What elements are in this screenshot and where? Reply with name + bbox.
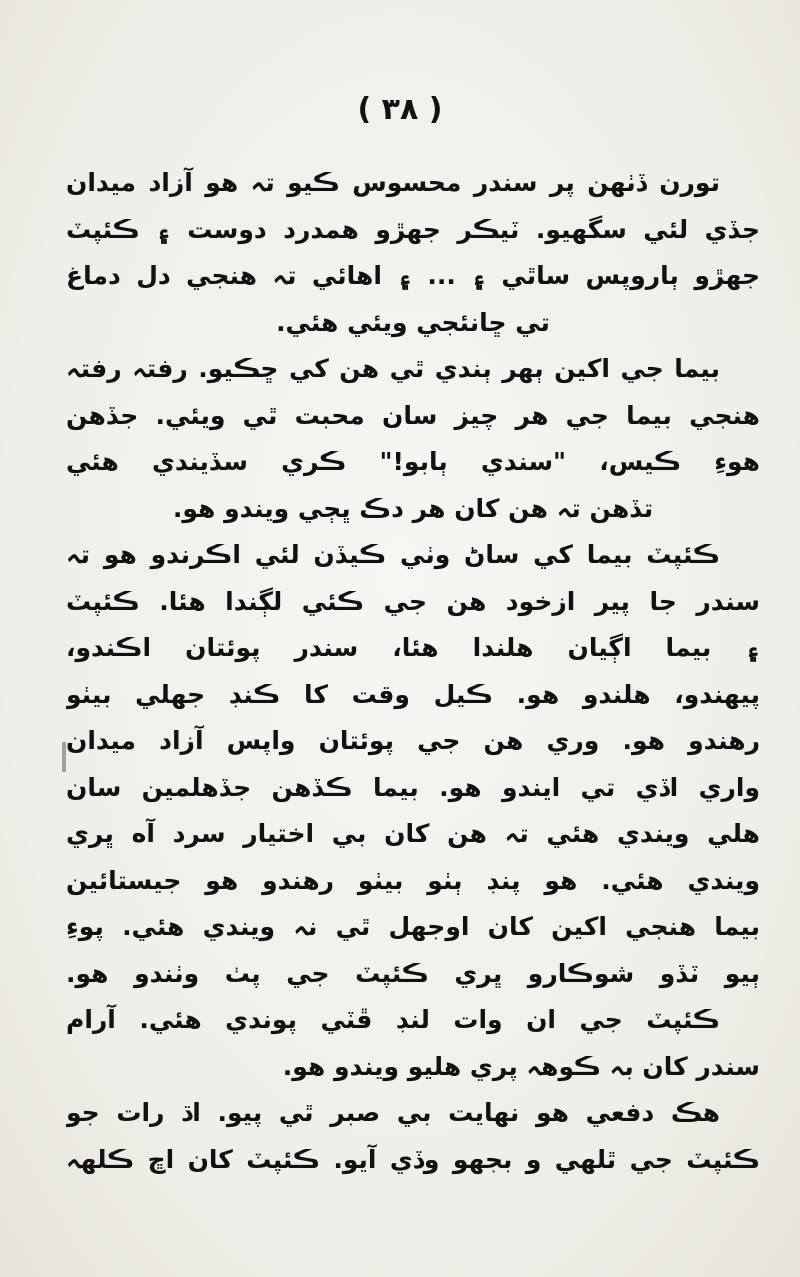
text-line: ڪئپٽ جي ٿلهي و بجهو وڏي آيو. ڪئپٽ کان اڇ ڪلهہ (66, 1144, 760, 1174)
text-line: ويندي هئي. هو پنڊ ٻٺو بيٺو رهندو هو جيستائين (66, 865, 760, 895)
text-line: ڪئپٽ جي ان وات لنڊ ڦٽي پوندي هئي. آرام (66, 1005, 720, 1034)
text-line: جهڙو ٻاروپس ساٿي ۽ ... ۽ اهائي تہ هنجي دل دماغ (66, 261, 760, 290)
text-line: ٻيو ٽڏو شوڪارو ڀري ڪئپٽ جي پٺ وٺندو هو. (66, 958, 760, 988)
text-line: هنجي بيما جي هر چيز سان محبت ٿي ويئي. جڏهن (66, 400, 760, 430)
text-line: سندر جا پير ازخود هن جي ڪئي لڳندا هئا. ڪئپٽ (66, 586, 760, 616)
text-line: هڪ دفعي هو نهايت بي صبر ٿي پيو. اڌ رات جو (66, 1098, 720, 1127)
body-text (66, 160, 760, 1183)
text-line: پيهندو، هلندو هو. ڪيل وقت کا ڪنڊ جهلي بيٺو (66, 679, 760, 709)
text-line: تورن ڏٺهن پر سندر محسوس ڪيو تہ هو آزاد ميدان (66, 168, 720, 197)
text-line: سندر کان بہ ڪوهہ پري هليو ويندو هو. (282, 1051, 760, 1081)
text-line: هلي ويندي هئي تہ هن کان بي اختيار سرد آه ڀري (66, 819, 760, 848)
text-line: رهندو هو. وري هن جي پوئتان واپس آزاد ميدان (66, 726, 760, 755)
text-line: تي ڇانئجي ويئي هئي. (276, 307, 550, 337)
text-line: ڪئپٽ بيما کي ساڻ وٺي ڪيڏن لئي اڪرندو هو تہ (66, 540, 720, 569)
text-line: بيما جي اکين ٻهر ٻندي ٿي هن کي ڇڪيو. رفتہ رفتہ (66, 354, 720, 383)
text-line: واري اڏي تي ايندو هو. بيما ڪڏهن جڏهلمين سان (66, 772, 760, 802)
text-line: تڏهن تہ هن کان هر دڪ ڀڄي ويندو هو. (172, 493, 654, 523)
page-number: ( ۳۸ ) (357, 92, 443, 127)
text-line: جڏي لئي سگهيو. ٽيڪر جهڙو همدرد دوست ۽ ڪئپٽ (66, 214, 760, 244)
text-line: هوءِ ڪيس، "سندي ٻابو!" ڪري سڏيندي هئي (66, 447, 760, 476)
text-line: ۽ بيما اڳيان هلندا هئا، سندر پوئتان اڪندو، (66, 633, 760, 662)
text-line: بيما هنجي اکين کان اوجهل ٿي نہ ويندي هئي. پوءِ (66, 912, 760, 941)
